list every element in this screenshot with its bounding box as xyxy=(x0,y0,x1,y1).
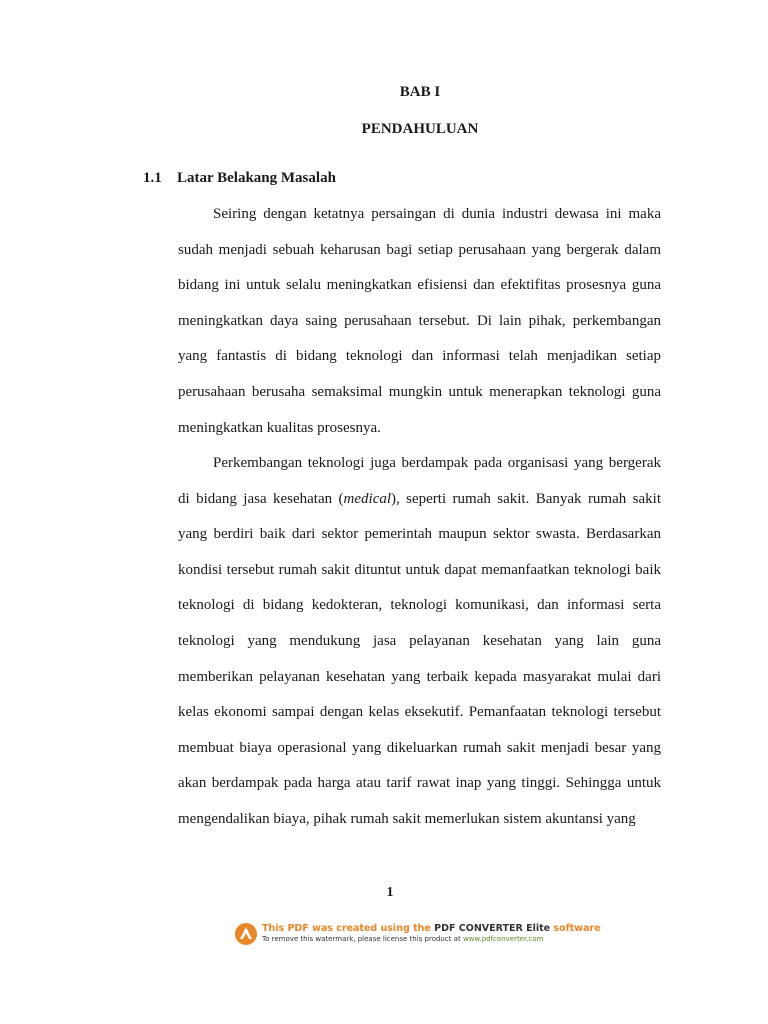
text-line: perusahaan berusaha semaksimal mungkin untuk menerapkan teknologi guna xyxy=(178,383,661,400)
text-line: sudah menjadi sebuah keharusan bagi setiap perusahaan yang bergerak dalam xyxy=(178,241,661,258)
paragraph-1 xyxy=(178,197,661,446)
text-line: membuat biaya operasional yang dikeluarkan rumah sakit menjadi besar yang xyxy=(178,739,661,756)
paragraph-2 xyxy=(178,446,661,838)
watermark-text-d: To remove this watermark, please license this product at xyxy=(262,935,463,943)
section-heading xyxy=(143,170,336,187)
text-line: memberikan pelayanan kesehatan yang terbaik kepada masyarakat mulai dari xyxy=(178,668,661,685)
chapter-title: PENDAHULUAN xyxy=(361,121,479,137)
watermark-product: PDF CONVERTER Elite xyxy=(434,923,551,934)
text-line: kondisi tersebut rumah sakit dituntut untuk dapat memanfaatkan teknologi baik xyxy=(178,561,661,578)
chapter-label: BAB I xyxy=(399,84,441,100)
watermark-text-a: This PDF was created using the xyxy=(262,923,435,934)
text-line: meningkatkan daya saing perusahaan tersebut. Di lain pihak, perkembangan xyxy=(178,312,661,329)
watermark-line-2 xyxy=(262,934,601,945)
text-line xyxy=(178,482,661,518)
text-line: yang berdiri baik dari sektor pemerintah maupun sektor swasta. Berdasarkan xyxy=(178,526,661,543)
text-line: bidang ini untuk selalu meningkatkan efisiensi dan efektifitas prosesnya guna xyxy=(178,277,661,294)
text-segment: di bidang jasa kesehatan ( xyxy=(178,490,344,507)
watermark-text-c: software xyxy=(550,923,601,934)
text-line: yang fantastis di bidang teknologi dan informasi telah menjadikan setiap xyxy=(178,348,661,365)
text-segment: ), seperti rumah sakit. Banyak rumah sakit xyxy=(391,490,661,507)
watermark xyxy=(234,922,601,946)
watermark-line-1 xyxy=(262,923,601,934)
section-title: Latar Belakang Masalah xyxy=(177,170,336,186)
text-line: teknologi di bidang kedokteran, teknologi komunikasi, dan informasi serta xyxy=(178,597,661,614)
page-number: 1 xyxy=(386,885,394,900)
text-line: teknologi yang mendukung jasa pelayanan kesehatan yang lain guna xyxy=(178,632,661,649)
text-line: meningkatkan kualitas prosesnya. xyxy=(178,419,381,436)
section-number: 1.1 xyxy=(143,170,162,186)
text-line: kelas ekonomi sampai dengan kelas eksekutif. Pemanfaatan teknologi tersebut xyxy=(178,704,661,721)
text-line: mengendalikan biaya, pihak rumah sakit memerlukan sistem akuntansi yang xyxy=(178,810,636,827)
italic-term: medical xyxy=(343,490,392,507)
watermark-text xyxy=(262,923,601,945)
text-line: Perkembangan teknologi juga berdampak pada organisasi yang bergerak xyxy=(213,455,661,471)
text-line: akan berdampak pada harga atau tarif rawat inap yang tinggi. Sehingga untuk xyxy=(178,775,661,792)
watermark-link[interactable]: www.pdfconverter.com xyxy=(462,935,544,943)
pdf-converter-logo-icon xyxy=(234,922,258,946)
text-line: Seiring dengan ketatnya persaingan di dunia industri dewasa ini maka xyxy=(213,206,661,222)
